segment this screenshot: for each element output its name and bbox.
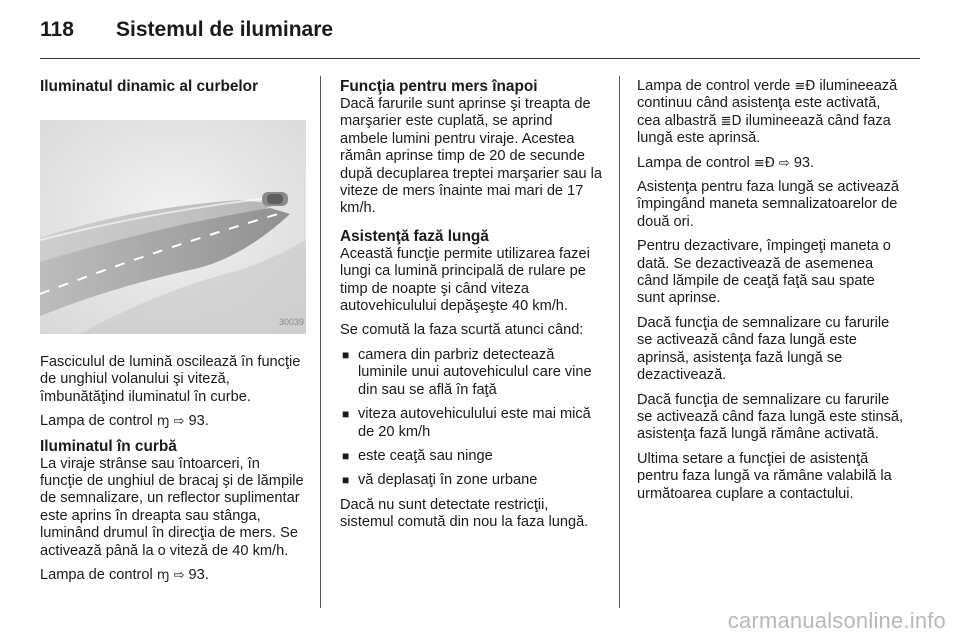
page-header xyxy=(40,14,920,50)
block-title: Funcţia pentru mers înapoi xyxy=(340,78,538,95)
paragraph: Ultima setare a funcţiei de asistenţă pentru faza lungă va rămâne valabilă la următoarea cuplare a contactului. xyxy=(637,450,892,502)
list-item-text: viteza autovehiculului este mai mică de 20 km/h xyxy=(358,406,591,440)
paragraph: Asistenţa pentru faza lungă se activează împingând maneta semnalizatoarelor de două ori. xyxy=(637,179,900,230)
page-number: 118 xyxy=(40,18,74,41)
paragraph: Pentru dezactivare, împingeţi maneta o dată. Se dezactivează de asemenea când lămpile de ceaţă faţă sau spate sunt aprinse. xyxy=(637,238,891,307)
control-lamp-ref xyxy=(40,567,306,584)
list-item xyxy=(340,347,604,399)
curve-lighting-illustration xyxy=(40,120,306,334)
block-text: Dacă farurile sunt aprinse şi treapta de marşarier este cuplată, se aprind ambele lumini pentru viraje. Acestea rămân aprinse timp de 20 de secunde după decuplarea treptei marşarier sau la viteze de mers înainte mai mari de 17 km/h. xyxy=(340,96,603,217)
closing-text: Dacă nu sunt detectate restricţii, sistemul comută din nou la faza lungă. xyxy=(340,496,589,531)
text-fragment: Lampa de control verde xyxy=(637,78,795,94)
column-divider xyxy=(619,76,620,608)
column-left xyxy=(40,78,306,591)
chapter-title: Sistemul de iluminare xyxy=(116,18,334,41)
page-reference[interactable]: 93. xyxy=(184,567,209,584)
intro-text: Fasciculul de lumină oscilează în funcţie de unghiul volanului şi viteză, îmbunătăţind iluminatul în curbe. xyxy=(40,354,301,405)
paragraph: Dacă funcţia de semnalizare cu farurile se activează când faza lungă este stinsă, asistenţa fază lungă rămâne activată. xyxy=(637,391,904,443)
control-lamp-ref xyxy=(40,413,306,430)
list-item xyxy=(340,472,604,489)
page-reference-arrow-icon[interactable]: ⇨ xyxy=(173,568,185,584)
header-divider xyxy=(40,58,920,59)
paragraph: Dacă funcţia de semnalizare cu farurile se activează când faza lungă este aprinsă, asistenţa fază lungă se dezactivează. xyxy=(637,314,890,384)
list-item-text: este ceaţă sau ninge xyxy=(358,447,493,464)
curve-light-lamp-icon: ɱ xyxy=(156,568,170,584)
lamp-ref-text: Lampa de control xyxy=(40,567,157,584)
indicator-description xyxy=(637,78,905,148)
bullet-icon: ■ xyxy=(342,407,350,422)
block-title: Asistenţă fază lungă xyxy=(340,227,489,245)
bullet-icon: ■ xyxy=(342,473,350,488)
high-beam-assist-icon: ≡Ɖ xyxy=(794,79,816,94)
block-text: La viraje strânse sau întoarceri, în funcţie de unghiul de bracaj şi de lămpile de semnalizare, un reflector suplimentar este aprins în dreapta sau stânga, luminând drumul în direcţia de mers. Se activează până la o viteză de 40 km/h. xyxy=(40,455,304,559)
column-middle xyxy=(340,78,604,539)
bullet-icon: ■ xyxy=(342,448,350,463)
block-text: Această funcţie permite utilizarea fazei lungi ca lumină principală de rulare pe timp de noapte şi când viteza autovehiculului depăşeşte 40 km/h. xyxy=(340,245,590,315)
condition-list xyxy=(340,347,604,490)
watermark: carmanualsonline.info xyxy=(727,608,946,633)
high-beam-icon: ≣D xyxy=(720,113,742,129)
page-reference[interactable]: 93. xyxy=(789,154,815,171)
text-fragment: ilumineează continuu când asistenţa este activată, cea albastră xyxy=(637,78,898,129)
block-title: Iluminatul în curbă xyxy=(40,437,177,455)
page-reference[interactable]: 93. xyxy=(184,413,209,430)
list-item xyxy=(340,406,604,441)
list-item xyxy=(340,448,604,465)
section-title: Iluminatul dinamic al curbelor xyxy=(40,78,259,95)
list-item-text: camera din parbriz detectează luminile unui autovehiculul care vine din sau se află în faţă xyxy=(358,346,592,398)
text-fragment: ilumineează când faza lungă este aprinsă. xyxy=(637,112,891,147)
list-item-text: vă deplasaţi în zone urbane xyxy=(358,472,538,489)
lamp-ref-text: Lampa de control xyxy=(40,413,157,430)
high-beam-assist-icon: ≡Ɖ xyxy=(753,155,775,171)
bullet-icon: ■ xyxy=(342,347,350,362)
column-right xyxy=(637,78,905,510)
curve-road-image xyxy=(40,120,306,334)
page-reference-arrow-icon[interactable]: ⇨ xyxy=(778,155,790,171)
control-lamp-ref xyxy=(637,155,905,172)
page-reference-arrow-icon[interactable]: ⇨ xyxy=(173,414,185,430)
column-divider xyxy=(320,76,321,608)
switch-intro: Se comută la faza scurtă atunci când: xyxy=(340,322,584,339)
lamp-ref-text: Lampa de control xyxy=(637,154,754,171)
curve-light-lamp-icon: ɱ xyxy=(156,414,170,430)
figure-code: 30039 xyxy=(278,316,304,327)
